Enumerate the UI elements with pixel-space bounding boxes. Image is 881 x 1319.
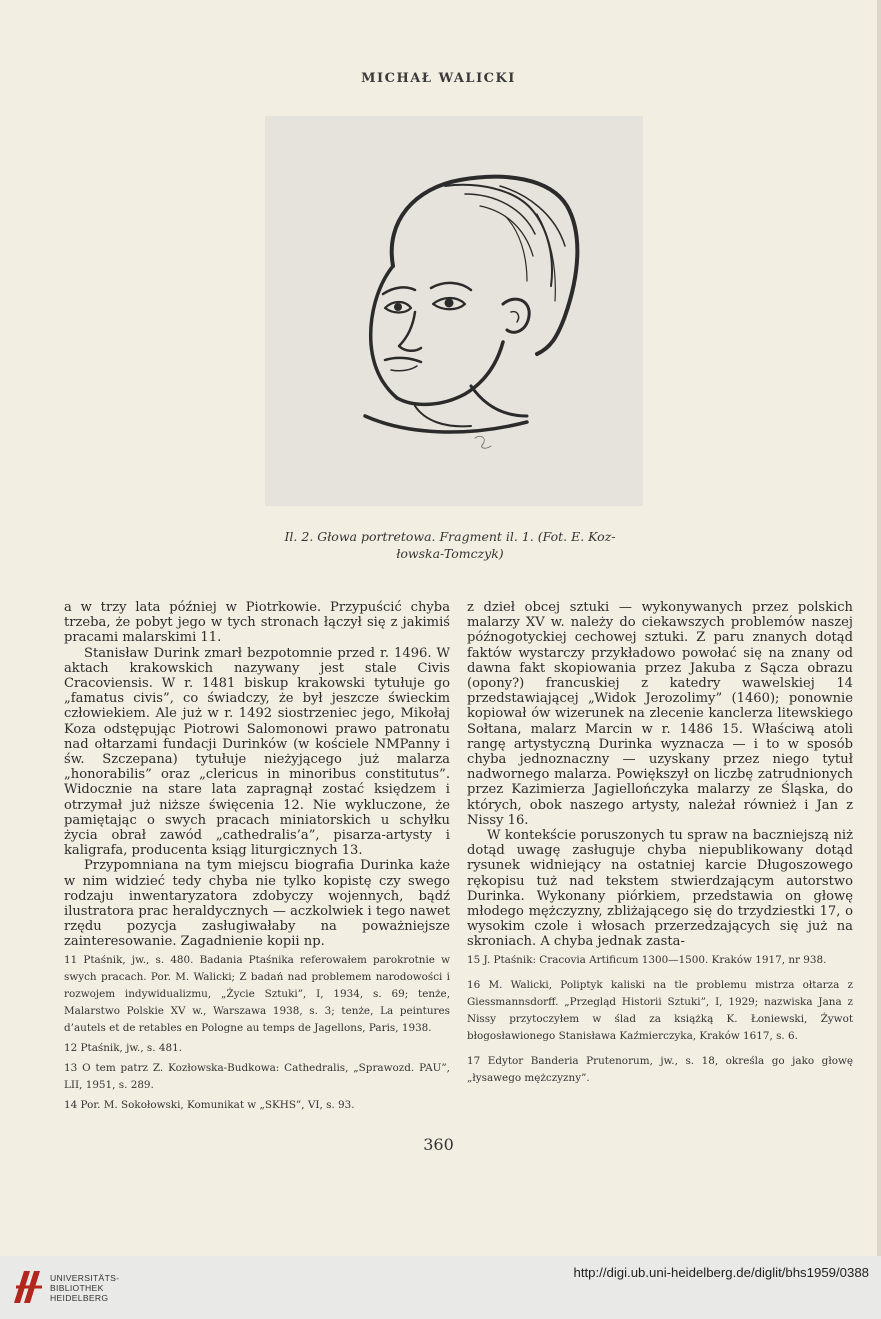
footnotes-right: [467, 952, 853, 1095]
footnote: 11 Ptaśnik, jw., s. 480. Badania Ptaśnika referowałem parokrotnie w swych pracach. Por. M. Walicki; Z badań nad problemem narodowości i rozwojem indywidualizmu, „Życie Sztuki”, I, 1934, s. 69; tenże, Malarstwo Polskie XV w., Warszawa 1938, s. 3; tenże, La peintures d’autels et de retables en Pologne au temps de Jagellons, Paris, 1938.: [64, 954, 450, 1034]
logo-line: BIBLIOTHEK: [50, 1283, 104, 1293]
paragraph: Przypomniana na tym miejscu biografia Durinka każe w nim widzieć tedy chyba nie tylko kopistę czy swego rodzaju inwentaryzatora zdobyczy wojennych, bądź ilustratora prac heraldycznych — aczkolwiek i tego nawet rzędu pozycja zasługiwałaby na poważniejsze zainteresowanie. Zagadnienie kopii np.: [64, 858, 450, 950]
footnote: 14 Por. M. Sokołowski, Komunikat w „SKHS”, VI, s. 93.: [64, 1099, 355, 1111]
footnote: 15 J. Ptaśnik: Cracovia Artificum 1300—1500. Kraków 1917, nr 938.: [467, 954, 827, 966]
body-column-right: [467, 600, 853, 950]
logo-line: UNIVERSITÄTS-: [50, 1273, 120, 1283]
portrait-figure: [265, 116, 643, 506]
paragraph: Stanisław Durink zmarł bezpotomnie przed r. 1496. W aktach krakowskich nazywany jest stale Civis Cracoviensis. W r. 1481 biskup krakowski tytułuje go „famatus civis”, co świadczy, że był jeszcze świeckim człowiekiem. Ale już w r. 1492 siostrzeniec jego, Mikołaj Koza odstępując Piotrowi Salomonowi prawo patronatu nad ołtarzami fundacji Durinków (w kościele NMPanny i św. Szczepana) tytułuje nieżyjącego już malarza „honorabilis” oraz „clericus in minoribus constitutus”. Widocznie na stare lata zapragnął zostać księdzem i otrzymał już niższe święcenia 12. Nie wykluczone, że pamiętając o swych pracach miniatorskich u schyłku życia obrał zawód „cathedralis’a”, pisarza-artysty i kaligrafa, producenta ksiąg liturgicznych 13.: [64, 645, 450, 859]
paragraph: W kontekście poruszonych tu spraw na baczniejszą niż dotąd uwagę zasługuje chyba niepublikowany dotąd rysunek widniejący na ostatniej karcie Długoszowego rękopisu tuż nad tekstem stwierdzającym autorstwo Durinka. Wykonany piórkiem, przedstawia on głowę młodego mężczyzny, zbliżającego się do trzydziestki 17, o wysokim czole i włosach przerzedzających się już na skroniach. A chyba jednak zasta-: [467, 828, 853, 950]
footnote: 12 Ptaśnik, jw., s. 481.: [64, 1042, 182, 1054]
figure-caption: [230, 528, 670, 562]
library-logo-text: [50, 1273, 119, 1303]
caption-line-1: Il. 2. Głowa portretowa. Fragment il. 1. (Fot. E. Koz-: [284, 529, 616, 544]
footnotes-left: [64, 952, 450, 1117]
footnote: 16 M. Walicki, Poliptyk kaliski na tle problemu mistrza ołtarza z Giessmannsdorff. „Przegląd Historii Sztuki”, I, 1929; nazwiska Jana z Nissy przytoczyłem w ślad za książką K. Łoniewski, Żywot błogosławionego Stanisława Kaźmierczyka, Kraków 1617, s. 6.: [467, 979, 853, 1042]
page-number: 360: [423, 1135, 454, 1154]
caption-line-2: łowska-Tomczyk): [396, 546, 504, 561]
viewer-footer: [0, 1256, 881, 1319]
footnote: 13 O tem patrz Z. Kozłowska-Budkowa: Cathedralis, „Sprawozd. PAU”, LII, 1951, s. 289.: [64, 1062, 450, 1091]
paragraph: a w trzy lata później w Piotrkowie. Przypuścić chyba trzeba, że pobyt jego w tych stronach łączył się z jakimiś pracami malarskimi 11.: [64, 600, 450, 646]
running-head: MICHAŁ WALICKI: [361, 71, 516, 86]
portrait-drawing-icon: [265, 116, 643, 506]
body-column-left: [64, 600, 450, 950]
library-logo[interactable]: [10, 1265, 140, 1311]
footnote: 17 Edytor Banderia Prutenorum, jw., s. 18, określa go jako głowę „łysawego mężczyzny”.: [467, 1055, 853, 1084]
permalink-url[interactable]: http://digi.ub.uni-heidelberg.de/diglit/bhs1959/0388: [573, 1265, 869, 1280]
logo-line: HEIDELBERG: [50, 1293, 109, 1303]
library-logo-icon: [10, 1267, 46, 1307]
paragraph: z dzieł obcej sztuki — wykonywanych przez polskich malarzy XV w. należy do ciekawszych problemów naszej późnogotyckiej cechowej sztuki. Z paru znanych dotąd faktów wystarczy przykładowo powołać się na znany od dawna fakt skopiowania przez Jakuba z Sącza obrazu (opony?) francuskiej z katedry wawelskiej 14 przedstawiającej „Widok Jerozolimy” (1460); ponownie kopiował ów wizerunek na zlecenie kanclerza litewskiego Sołtana, malarz Marcin w r. 1486 15. Właściwą atoli rangę artystyczną Durinka wyznacza — i to w sposób chyba jednoznaczny — uzyskany przez niego tytuł nadwornego malarza. Powiększył on liczbę zatrudnionych przez Kazimierza Jagiellończyka malarzy ze Śląska, do których, obok naszego artysty, należał również i Jan z Nissy 16.: [467, 600, 853, 828]
